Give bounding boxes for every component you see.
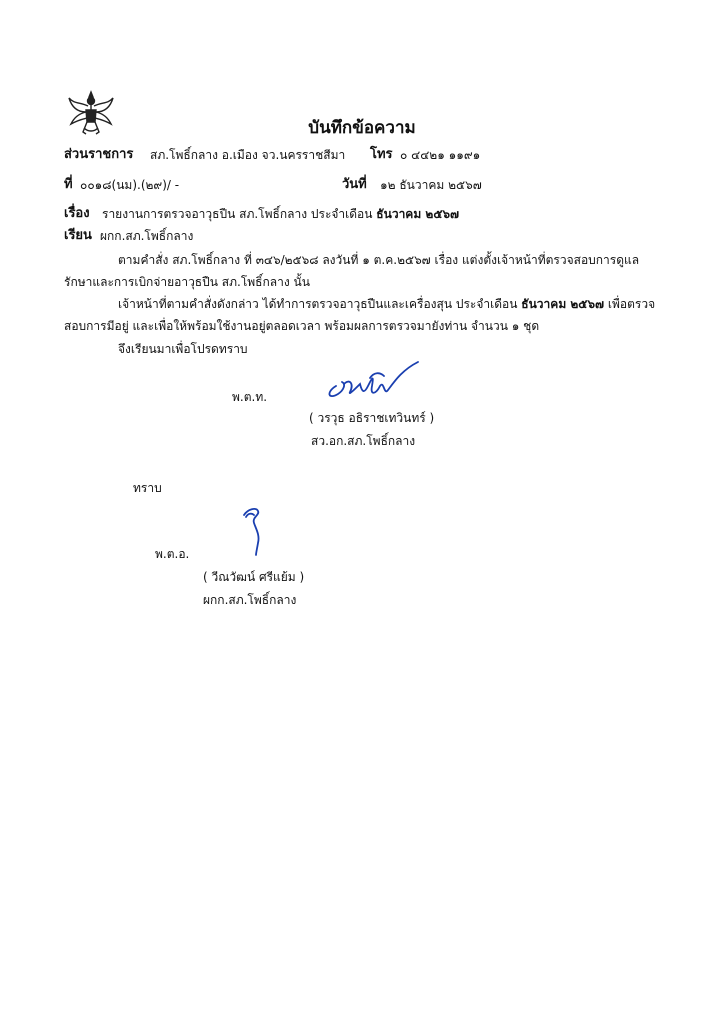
body-paragraph-2 [64, 293, 664, 337]
subject-value [102, 206, 459, 222]
body-paragraph-1: ตามคำสั่ง สภ.โพธิ์กลาง ที่ ๓๔๖/๒๕๖๘ ลงวันที่ ๑ ต.ค.๒๕๖๗ เรื่อง แต่งตั้งเจ้าหน้าที่ตรวจสอบการดูแลรักษาและการเบิกจ่ายอาวุธปืน สภ.โพธิ์กลาง นั้น [64, 253, 640, 289]
number-value: ๐๐๑๘(นม).(๒๙)/ - [80, 178, 180, 192]
approval-rank: พ.ต.อ. [155, 547, 190, 561]
body-paragraph-3: จึงเรียนมาเพื่อโปรดทราบ [118, 342, 248, 356]
signer1-name: ( วรวุธ อธิราชเทวินทร์ ) [309, 411, 435, 425]
subject-month: ธันวาคม ๒๕๖๗ [376, 207, 460, 221]
department-label: ส่วนราชการ [64, 147, 134, 162]
to-label: เรียน [64, 228, 92, 243]
signer1-signature-icon [322, 356, 422, 406]
approval-name: ( วีณวัฒน์ ศรีแย้ม ) [203, 570, 305, 584]
phone-value: ๐ ๔๔๒๑ ๑๑๙๑ [400, 148, 481, 162]
para2-start: เจ้าหน้าที่ตามคำสั่งดังกล่าว ได้ทำการตรวจอาวุธปืนและเครื่องสุน ประจำเดือน [118, 297, 518, 311]
memo-title: บันทึกข้อความ [308, 118, 416, 138]
date-label: วันที่ [342, 177, 367, 192]
para2-end: เพื่อตรวจสอบการมีอยู่ และเพื่อให้พร้อมใช้งานอยู่ตลอดเวลา พร้อมผลการตรวจมายังท่าน จำนวน ๑ ชุด [64, 297, 656, 333]
para2-month: ธันวาคม ๒๕๖๗ [521, 297, 605, 311]
department-value: สภ.โพธิ์กลาง อ.เมือง จว.นครราชสีมา [150, 148, 346, 162]
approval-text: ทราบ [133, 481, 162, 495]
phone-label: โทร [370, 147, 393, 162]
number-label: ที่ [64, 177, 73, 192]
approval-position: ผกก.สภ.โพธิ์กลาง [203, 593, 297, 607]
subject-label: เรื่อง [64, 206, 90, 221]
to-value: ผกก.สภ.โพธิ์กลาง [100, 229, 194, 243]
date-value: ๑๒ ธันวาคม ๒๕๖๗ [380, 178, 482, 192]
signer1-position: สว.อก.สภ.โพธิ์กลาง [311, 434, 416, 448]
signer1-rank: พ.ต.ท. [232, 390, 268, 404]
approval-signature-icon [238, 505, 268, 557]
subject-text: รายงานการตรวจอาวุธปืน สภ.โพธิ์กลาง ประจำเดือน [102, 207, 373, 221]
